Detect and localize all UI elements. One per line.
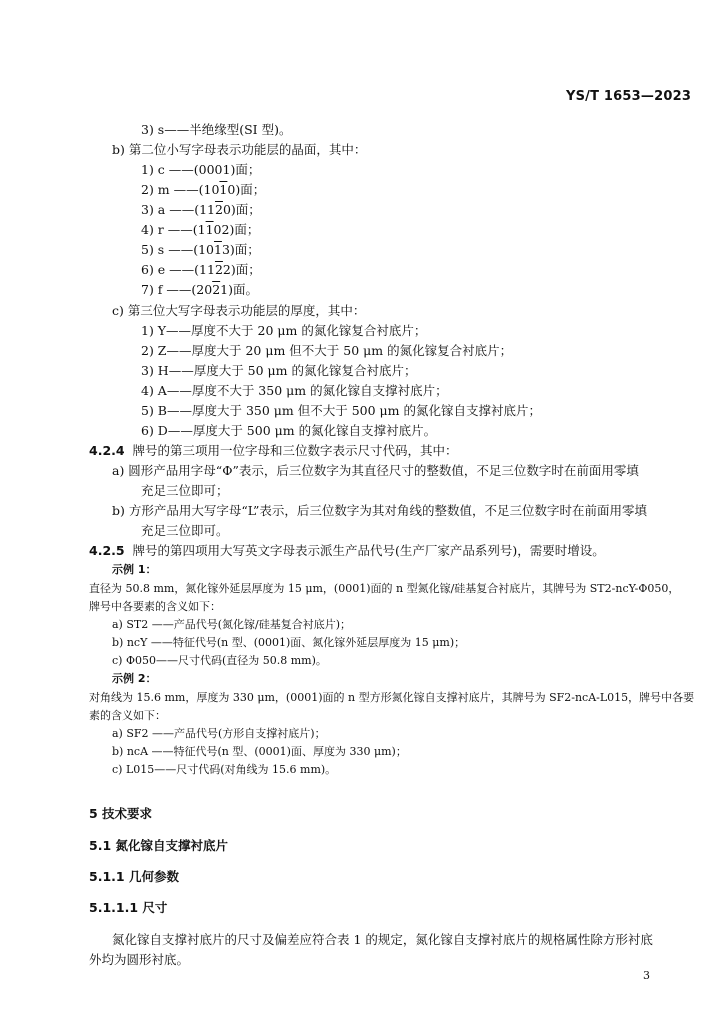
- c-item-4: 4) A——厚度不大于 350 μm 的氮化镓自支撑衬底片；: [141, 383, 448, 398]
- c-item-5: 5) B——厚度大于 350 μm 但不大于 500 μm 的氮化镓自支撑衬底片；: [141, 403, 542, 418]
- c-item-1: 1) Y——厚度不大于 20 μm 的氮化镓复合衬底片；: [141, 323, 427, 338]
- standard-number: YS/T 1653—2023: [566, 89, 692, 104]
- b-item-5: 5) s ——(1013)面；: [141, 242, 260, 257]
- clause-4-2-4-number: 4.2.4: [89, 443, 125, 458]
- example-2-item-a: a) SF2 ——产品代号(方形自支撑衬底片)；: [112, 727, 326, 740]
- example-1-item-c: c) Φ050——尺寸代码(直径为 50.8 mm)。: [112, 654, 327, 667]
- section-5-1-heading: 5.1 氮化镓自支撑衬底片: [89, 838, 228, 853]
- example-2-title: 示例 2：: [112, 672, 157, 685]
- clause-4-2-4-b: b) 方形产品用大写字母“L”表示，后三位数字为其对角线的整数值，不足三位数字时在前面用零填: [112, 503, 647, 518]
- b-item-2: 2) m ——(1010)面；: [141, 182, 266, 197]
- example-1-item-a: a) ST2 ——产品代号(氮化镓/硅基复合衬底片)；: [112, 618, 352, 631]
- page-number: 3: [643, 969, 650, 982]
- paragraph-line-2: 外均为圆形衬底。: [89, 952, 190, 967]
- c-item-6: 6) D——厚度大于 500 μm 的氮化镓自支撑衬底片。: [141, 423, 437, 438]
- example-1-line-1: 直径为 50.8 mm，氮化镓外延层厚度为 15 μm，(0001)面的 n 型氮化镓/硅基复合衬底片，其牌号为 ST2-ncY-Φ050，: [89, 582, 680, 595]
- clause-4-2-5-number: 4.2.5: [89, 543, 125, 558]
- b-item-7: 7) f ——(2021)面。: [141, 282, 258, 297]
- clause-4-2-4-a: a) 圆形产品用字母“Φ”表示，后三位数字为其直径尺寸的整数值，不足三位数字时在前面用零填: [112, 463, 639, 478]
- paragraph-line-1: 氮化镓自支撑衬底片的尺寸及偏差应符合表 1 的规定，氮化镓自支撑衬底片的规格属性除方形衬底: [112, 932, 653, 947]
- example-2-line-2: 素的含义如下：: [89, 709, 166, 722]
- c-item-3: 3) H——厚度大于 50 μm 的氮化镓复合衬底片；: [141, 363, 417, 378]
- item-c-intro: c) 第三位大写字母表示功能层的厚度，其中：: [112, 303, 366, 318]
- example-2-item-b: b) ncA ——特征代号(n 型、(0001)面、厚度为 330 μm)；: [112, 745, 407, 758]
- item-b-intro: b) 第二位小写字母表示功能层的晶面，其中：: [112, 142, 367, 157]
- clause-4-2-4: 4.2.4 牌号的第三项用一位字母和三位数字表示尺寸代码，其中：: [89, 443, 458, 458]
- b-item-1: 1) c ——(0001)面；: [141, 162, 261, 177]
- c-item-2: 2) Z——厚度大于 20 μm 但不大于 50 μm 的氮化镓复合衬底片；: [141, 343, 513, 358]
- clause-4-2-4-b-cont: 充足三位即可。: [141, 523, 229, 538]
- b-item-3: 3) a ——(1120)面；: [141, 202, 261, 217]
- example-1-line-2: 牌号中各要素的含义如下：: [89, 600, 221, 613]
- clause-4-2-5: 4.2.5 牌号的第四项用大写英文字母表示派生产品代号(生产厂家产品系列号)，需要时增设。: [89, 543, 605, 558]
- b-item-4: 4) r ——(1102)面；: [141, 222, 260, 237]
- b-item-6: 6) e ——(1122)面；: [141, 262, 261, 277]
- example-2-item-c: c) L015——尺寸代码(对角线为 15.6 mm)。: [112, 763, 337, 776]
- section-5-1-1-heading: 5.1.1 几何参数: [89, 869, 179, 884]
- item-a3: 3) s——半绝缘型(SI 型)。: [141, 122, 292, 137]
- example-2-line-1: 对角线为 15.6 mm，厚度为 330 μm，(0001)面的 n 型方形氮化镓自支撑衬底片，其牌号为 SF2-ncA-L015，牌号中各要: [89, 691, 695, 704]
- clause-4-2-4-a-cont: 充足三位即可；: [141, 483, 229, 498]
- section-5-heading: 5 技术要求: [89, 806, 153, 821]
- example-1-item-b: b) ncY ——特征代号(n 型、(0001)面、氮化镓外延层厚度为 15 μm)；: [112, 636, 466, 649]
- section-5-1-1-1-heading: 5.1.1.1 尺寸: [89, 900, 168, 915]
- example-1-title: 示例 1：: [112, 563, 157, 576]
